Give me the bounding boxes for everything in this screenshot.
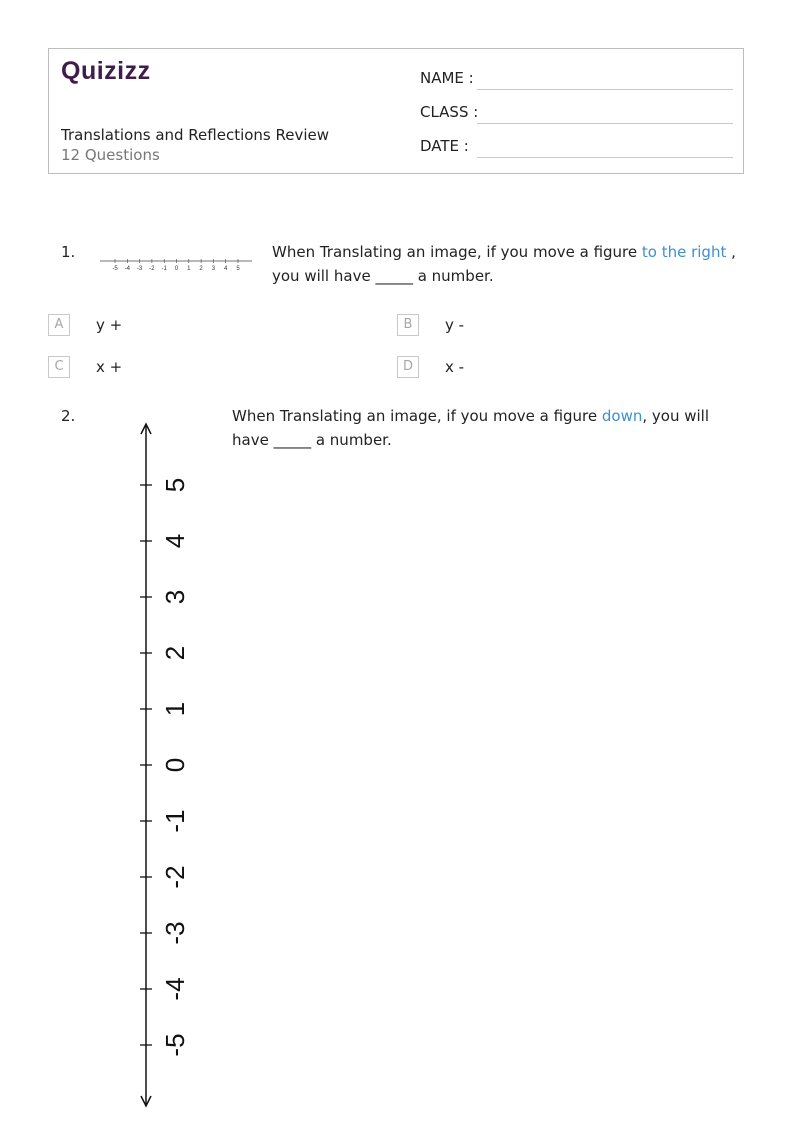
option-b-box[interactable]: B xyxy=(397,314,419,336)
worksheet-title: Translations and Reflections Review xyxy=(61,126,330,144)
question-count: 12 Questions xyxy=(61,146,160,164)
number-line-label: 1 xyxy=(160,701,190,717)
number-line-label: -1 xyxy=(160,809,190,833)
number-line-label: -4 xyxy=(160,977,190,1001)
class-label: CLASS : xyxy=(420,103,479,121)
number-line-label: 0 xyxy=(160,757,190,773)
question-1-number: 1. xyxy=(61,243,76,261)
number-line-label: -5 xyxy=(112,266,118,272)
option-c-box[interactable]: C xyxy=(48,356,70,378)
name-label: NAME : xyxy=(420,69,474,87)
date-label: DATE : xyxy=(420,137,469,155)
number-line-label: 1 xyxy=(187,266,191,272)
worksheet-header xyxy=(48,48,744,174)
option-a-box[interactable]: A xyxy=(48,314,70,336)
number-line-label: 4 xyxy=(224,266,228,272)
question-2-number-line-image xyxy=(120,420,210,1110)
number-line-label: -1 xyxy=(161,266,167,272)
question-2-text-part: When Translating an image, if you move a figure xyxy=(232,407,602,425)
question-1-highlight: to the right xyxy=(641,243,727,261)
date-field[interactable] xyxy=(477,157,733,158)
option-d-box[interactable]: D xyxy=(397,356,419,378)
number-line-label: -3 xyxy=(160,921,190,945)
question-1-text-part: , you will have _____ a number. xyxy=(272,243,736,285)
number-line-label: 0 xyxy=(174,266,179,272)
question-2-number: 2. xyxy=(61,407,76,425)
number-line-label: 2 xyxy=(160,645,190,661)
question-1-text-part: When Translating an image, if you move a figure xyxy=(272,243,642,261)
option-b-text[interactable]: y - xyxy=(445,316,465,334)
number-line-label: 5 xyxy=(160,477,190,493)
number-line-label: 3 xyxy=(211,266,216,272)
number-line-label: 2 xyxy=(199,266,203,272)
number-line-label: -2 xyxy=(160,865,190,889)
question-2-text xyxy=(232,404,744,452)
name-field[interactable] xyxy=(477,89,733,90)
option-a-text[interactable]: y + xyxy=(96,316,123,334)
option-c-text[interactable]: x + xyxy=(96,358,123,376)
number-line-label: -4 xyxy=(124,266,130,272)
class-field[interactable] xyxy=(477,123,733,124)
question-1-text xyxy=(272,240,742,288)
question-2-highlight: down xyxy=(601,407,643,425)
quizizz-logo: Quizizz xyxy=(61,57,151,85)
question-1-number-line-image xyxy=(100,254,252,274)
number-line-label: -2 xyxy=(149,266,155,272)
option-d-text[interactable]: x - xyxy=(445,358,465,376)
number-line-label: 5 xyxy=(236,266,240,272)
number-line-label: 3 xyxy=(160,589,190,605)
number-line-label: -5 xyxy=(160,1033,190,1057)
question-2-text-part: , you will have _____ a number. xyxy=(232,407,710,449)
number-line-label: 4 xyxy=(160,533,190,549)
number-line-label: -3 xyxy=(136,266,143,272)
